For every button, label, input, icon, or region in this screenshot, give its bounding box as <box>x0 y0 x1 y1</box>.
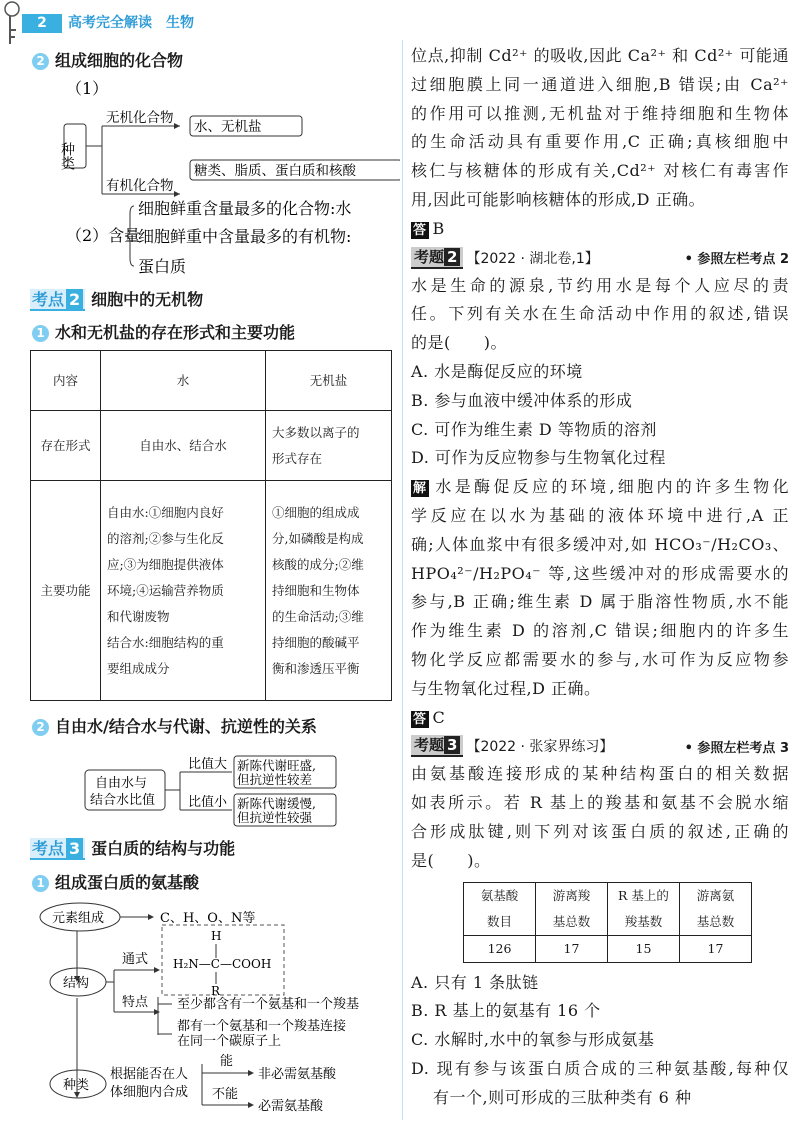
svg-text:但抗逆性较差: 但抗逆性较差 <box>237 772 313 787</box>
protein-data-table: 氨基酸 数目 游离羧 基总数 R 基上的 羧基数 游离氨 基总数 126 17 15 17 <box>463 882 752 963</box>
option: B. R 基上的氨基有 16 个 <box>411 1001 601 1021</box>
section-heading: 2 组成细胞的化合物 <box>32 48 183 71</box>
svg-text:糖类、脂质、蛋白质和核酸: 糖类、脂质、蛋白质和核酸 <box>194 163 356 179</box>
previous-solution: 位点,抑制 Cd²⁺ 的吸收,因此 Ca²⁺ 和 Cd²⁺ 可能通 过细胞膜上同一通道进入细胞,B 错误;由 Ca²⁺ 的作用可以推测,无机盐对于维持细胞和生物体 的生命活动具有重要作用,C 正确;真核细胞中 核仁与核糖体的形成有关,Cd²⁺ 对核仁有毒害作 用,因此可能影响核糖体的形成,D 正确。 <box>411 46 789 209</box>
column-divider <box>402 40 403 1120</box>
question-3-header: 考题 3 【2022 · 张家界练习】 • 参照左栏考点 3 <box>411 734 789 758</box>
key-logo-icon <box>0 0 24 48</box>
svg-text:C、H、O、N等: C、H、O、N等 <box>160 911 256 926</box>
svg-text:H: H <box>211 929 222 943</box>
question-2-header: 考题 2 【2022 · 湖北卷,1】 • 参照左栏考点 2 <box>411 246 789 270</box>
option: C. 可作为维生素 D 等物质的溶剂 <box>411 419 657 439</box>
option: D. 现有参与该蛋白质合成的三种氨基酸,每种仅 <box>411 1058 789 1078</box>
answer-2: 答 C <box>413 707 446 727</box>
svg-text:但抗逆性较强: 但抗逆性较强 <box>237 810 313 825</box>
svg-text:非必需氨基酸: 非必需氨基酸 <box>258 1067 337 1082</box>
water-ratio-diagram <box>80 752 340 832</box>
compound-tree-diagram <box>30 76 400 276</box>
svg-text:在同一个碳原子上: 在同一个碳原子上 <box>177 1034 282 1049</box>
svg-text:都有一个氨基和一个羧基连接: 都有一个氨基和一个羧基连接 <box>177 1019 347 1034</box>
svg-text:无机化合物: 无机化合物 <box>106 110 174 126</box>
kaodian-3-heading: 考点 3 蛋白质的结构与功能 <box>32 839 236 858</box>
running-header: 高考完全解读 生物 <box>68 15 194 31</box>
svg-text:蛋白质: 蛋白质 <box>138 257 187 276</box>
svg-text:有机化合物: 有机化合物 <box>106 178 174 194</box>
svg-text:特点: 特点 <box>122 995 149 1010</box>
right-column: 位点,抑制 Cd²⁺ 的吸收,因此 Ca²⁺ 和 Cd²⁺ 可能通 过细胞膜上同一通道进入细胞,B 错误;由 Ca²⁺ 的作用可以推测,无机盐对于维持细胞和生物体 的生命活动具有重要作用,C 正确;真核细胞中 核仁与核糖体的形成有关,Cd²⁺ 对核仁有毒害作 用,因此可能影响核糖体的形成,D 正确。 答 B 考题 2 【2022 · 湖北卷,1】 • 参照左栏考点 2 水是生命的源泉,节约用水是每个人应尽的责 任。下列有关水在生命活动中作用的叙述,错误 的是( )。 A. 水是酶促反应的环境 B. 参与血液中缓冲体系的形成 C. 可作为维生素 D 等物质的溶剂 D. 可作为反应物参与生物氧化过程 解 水是酶促反应的环境,细胞内的许多生物化 学反应在以水为基础的液体环境中进行,A 正 确;人体血浆中有很多缓冲对,如 HCO₃⁻/H₂CO₃、 HPO₄²⁻/H₂PO₄⁻ 等,这些缓冲对的形成需要水的 参与,B 正确;维生素 D 属于脂溶性物质,水不能 作为维生素 D 的溶剂,C 错误;细胞内的许多生 物化学反应都需要水的参与,水可作为反应物参 与生物氧化过程,D 正确。 答 C 考题 3 【2022 · 张家界练习】 • 参照左栏考点 3 由氨基酸连接形成的某种结构蛋白的相关数据 如表所示。若 R 基上的羧基和氨基不会脱水缩 合形成肽键,则下列对该蛋白质的叙述,正确的 是( )。 氨基酸 数目 游离羧 基总数 R 基上的 羧基数 游离氨 基总数 126 17 15 17 A. 只有 1 条肽链 B. R 基上的氨基有 16 个 C. 水解时,水中的氧参与形成氨基 D. 现有参与该蛋白质合成的三种氨基酸,每种仅 有一个,则可形成的三肽种类有 6 种 <box>411 42 789 1113</box>
svg-text:至少都含有一个氨基和一个羧基: 至少都含有一个氨基和一个羧基 <box>177 997 360 1012</box>
number-badge: 2 <box>32 53 49 70</box>
svg-text:新陈代谢旺盛,: 新陈代谢旺盛, <box>237 758 316 773</box>
option: A. 只有 1 条肽链 <box>411 972 539 992</box>
kaodian-badge: 考点 2 <box>30 289 85 311</box>
svg-text:结构: 结构 <box>63 976 90 991</box>
kaodian-2-heading: 考点 2 细胞中的无机物 <box>32 290 204 309</box>
svg-text:种类: 种类 <box>59 142 75 170</box>
option: D. 可作为反应物参与生物氧化过程 <box>411 448 666 468</box>
svg-text:能: 能 <box>220 1054 234 1069</box>
svg-text:通式: 通式 <box>122 952 149 967</box>
svg-text:比值大: 比值大 <box>188 757 228 772</box>
svg-text:元素组成: 元素组成 <box>52 911 105 926</box>
svg-text:体细胞内合成: 体细胞内合成 <box>110 1085 189 1100</box>
svg-text:不能: 不能 <box>212 1087 239 1102</box>
svg-text:H₂N—C—COOH: H₂N—C—COOH <box>173 957 272 971</box>
svg-text:R: R <box>211 984 221 998</box>
page-number: 2 <box>22 14 62 33</box>
section-heading: 1 组成蛋白质的氨基酸 <box>32 870 199 893</box>
svg-text:水、无机盐: 水、无机盐 <box>194 119 262 135</box>
water-salt-table: 内容 水 无机盐 存在形式 自由水、结合水 大多数以离子的 形式存在 主要功能 自由水:①细胞内良好 的溶剂;②参与生化反 应;③为细胞提供液体 环境;④运输营养物质 和代谢废物 结合水:细胞结构的重 要组成成分 ①细胞的组成成 分,如磷酸是构成 核酸的成分;②维 持细胞和生物体 的生命活动;③维 持细胞的酸碱平 衡和渗透压平衡 <box>30 350 392 701</box>
svg-text:种类: 种类 <box>63 1078 90 1093</box>
option: B. 参与血液中缓冲体系的形成 <box>411 390 633 410</box>
svg-text:（1）: （1） <box>66 79 109 98</box>
svg-text:新陈代谢缓慢,: 新陈代谢缓慢, <box>237 796 316 811</box>
svg-text:结合水比值: 结合水比值 <box>90 793 156 808</box>
svg-text:自由水与: 自由水与 <box>95 776 148 791</box>
svg-text:根据能否在人: 根据能否在人 <box>110 1067 189 1082</box>
svg-text:比值小: 比值小 <box>188 795 228 810</box>
answer-1: 答 B <box>413 218 445 238</box>
option: A. 水是酶促反应的环境 <box>411 361 583 381</box>
section-heading: 2 自由水/结合水与代谢、抗逆性的关系 <box>32 714 317 737</box>
svg-text:（2）含量: （2）含量 <box>66 226 141 245</box>
svg-text:必需氨基酸: 必需氨基酸 <box>258 1099 324 1114</box>
amino-acid-diagram <box>30 900 400 1122</box>
option: C. 水解时,水中的氧参与形成氨基 <box>411 1030 655 1050</box>
svg-text:细胞鲜重中含量最多的有机物:: 细胞鲜重中含量最多的有机物: <box>138 227 352 246</box>
svg-text:细胞鲜重含量最多的化合物:水: 细胞鲜重含量最多的化合物:水 <box>138 199 352 218</box>
section-heading: 1 水和无机盐的存在形式和主要功能 <box>32 320 295 343</box>
